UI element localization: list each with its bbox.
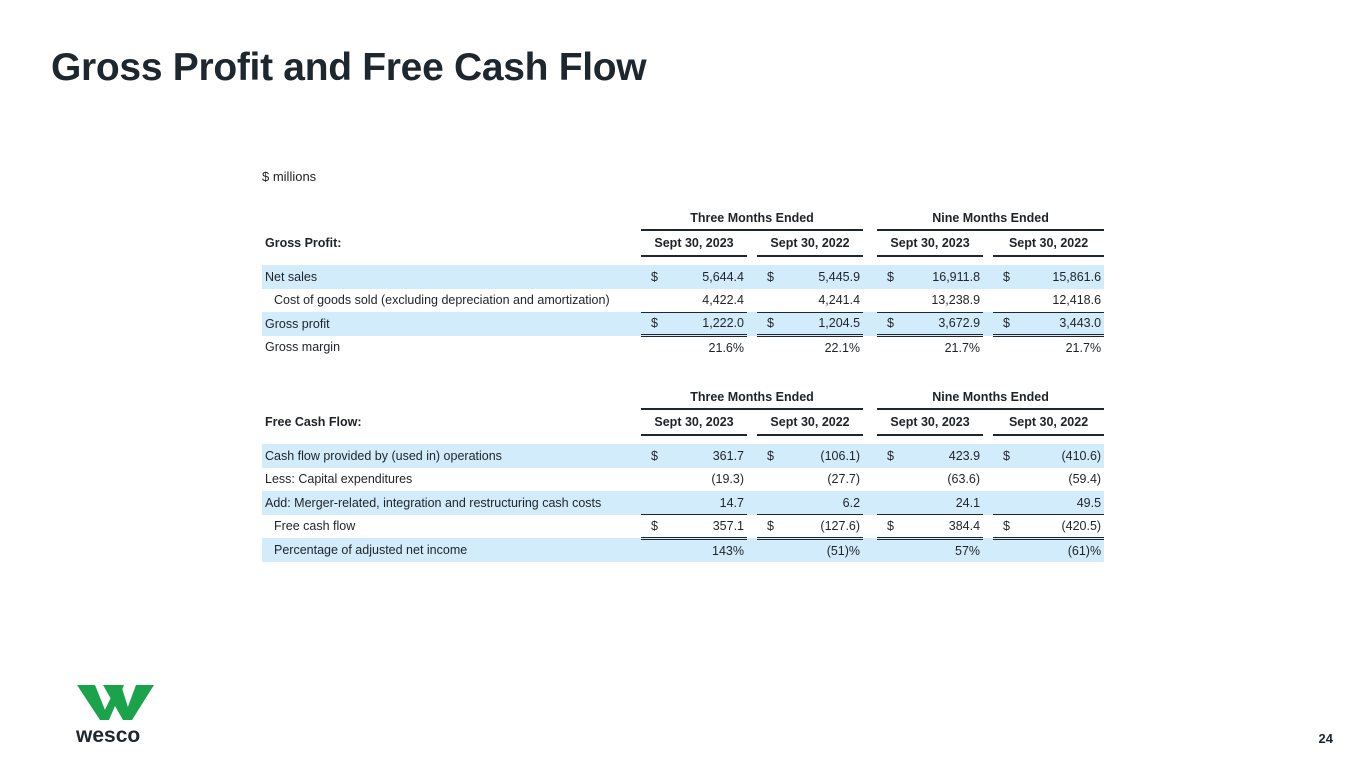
cell-value: 423.9 [905,444,983,468]
cell-value: (27.7) [827,472,861,487]
cell-value: 5,445.9 [785,265,863,289]
cell-value: 22.1% [824,341,861,355]
cell-value: (420.5) [1021,515,1104,539]
page-number: 24 [1318,731,1333,746]
wesco-logo [76,684,156,751]
row-label: Percentage of adjusted net income [262,538,641,562]
column-header: Sept 30, 2023 [877,230,983,256]
table-row [262,468,1104,492]
units-label: $ millions [262,169,317,184]
cell-value: 24.1 [905,491,983,515]
row-label: Cash flow provided by (used in) operations [262,444,641,468]
column-header: Sept 30, 2023 [877,409,983,435]
cell-value: 13,238.9 [931,293,981,307]
wesco-w-mark-icon [76,684,156,746]
currency-symbol: $ [757,312,785,336]
column-header: Sept 30, 2022 [993,409,1104,435]
cell-value: 1,204.5 [785,312,863,336]
cell-value: 143% [669,538,747,562]
table-row [262,312,1104,336]
column-header: Sept 30, 2022 [993,230,1104,256]
row-label: Gross margin [265,340,341,355]
cell-value: (410.6) [1021,444,1104,468]
table-row [262,336,1104,360]
group-header-three-months: Three Months Ended [641,206,863,230]
currency-symbol: $ [641,312,669,336]
cell-value: 1,222.0 [669,312,747,336]
row-label: Net sales [262,265,641,289]
cell-value: 14.7 [669,491,747,515]
section-heading: Free Cash Flow: [265,415,362,429]
table-row [262,444,1104,468]
slide-title: Gross Profit and Free Cash Flow [51,46,647,89]
group-header-three-months: Three Months Ended [641,385,863,409]
cell-value: (51)% [785,538,863,562]
currency-symbol: $ [641,265,669,289]
logo-wordmark: wesco [76,724,141,746]
currency-symbol: $ [993,265,1021,289]
cell-value: 6.2 [785,491,863,515]
currency-symbol: $ [993,312,1021,336]
currency-symbol: $ [877,444,905,468]
gross-profit-table [262,206,1104,359]
cell-value: 57% [905,538,983,562]
currency-symbol: $ [877,312,905,336]
cell-value: 361.7 [669,444,747,468]
column-header: Sept 30, 2023 [641,409,747,435]
column-header: Sept 30, 2023 [641,230,747,256]
row-label: Free cash flow [274,519,356,534]
cell-value: 12,418.6 [1052,293,1102,307]
cell-value: 49.5 [1021,491,1104,515]
currency-symbol: $ [757,515,785,539]
table-row [262,289,1104,313]
column-header: Sept 30, 2022 [757,230,863,256]
table-row [262,538,1104,562]
section-heading: Gross Profit: [265,236,342,250]
cell-value: 4,241.4 [818,293,861,307]
cell-value: (63.6) [947,472,981,487]
cell-value: (19.3) [711,472,744,487]
row-label: Cost of goods sold (excluding depreciation and amortization) [274,293,610,308]
group-header-nine-months: Nine Months Ended [877,385,1104,409]
cell-value: 16,911.8 [905,265,983,289]
currency-symbol: $ [993,515,1021,539]
cell-value: (59.4) [1068,472,1102,487]
currency-symbol: $ [757,265,785,289]
cell-value: 21.7% [1065,341,1102,355]
cell-value: (127.6) [785,515,863,539]
cell-value: 4,422.4 [702,293,744,307]
cell-value: 3,443.0 [1021,312,1104,336]
cell-value: (61)% [1021,538,1104,562]
cell-value: 15,861.6 [1021,265,1104,289]
table-row [262,491,1104,515]
table-row [262,265,1104,289]
currency-symbol: $ [641,444,669,468]
cell-value: 5,644.4 [669,265,747,289]
row-label: Add: Merger-related, integration and restructuring cash costs [262,491,641,515]
row-label: Gross profit [262,312,641,336]
currency-symbol: $ [993,444,1021,468]
cell-value: 384.4 [905,515,983,539]
column-header: Sept 30, 2022 [757,409,863,435]
group-header-nine-months: Nine Months Ended [877,206,1104,230]
row-label: Less: Capital expenditures [265,472,413,487]
cell-value: 357.1 [669,515,747,539]
currency-symbol: $ [877,265,905,289]
free-cash-flow-table [262,385,1104,562]
cell-value: 21.7% [944,341,981,355]
cell-value: 21.6% [708,341,744,355]
currency-symbol: $ [641,515,669,539]
cell-value: 3,672.9 [905,312,983,336]
table-row [262,515,1104,539]
currency-symbol: $ [757,444,785,468]
currency-symbol: $ [877,515,905,539]
cell-value: (106.1) [785,444,863,468]
